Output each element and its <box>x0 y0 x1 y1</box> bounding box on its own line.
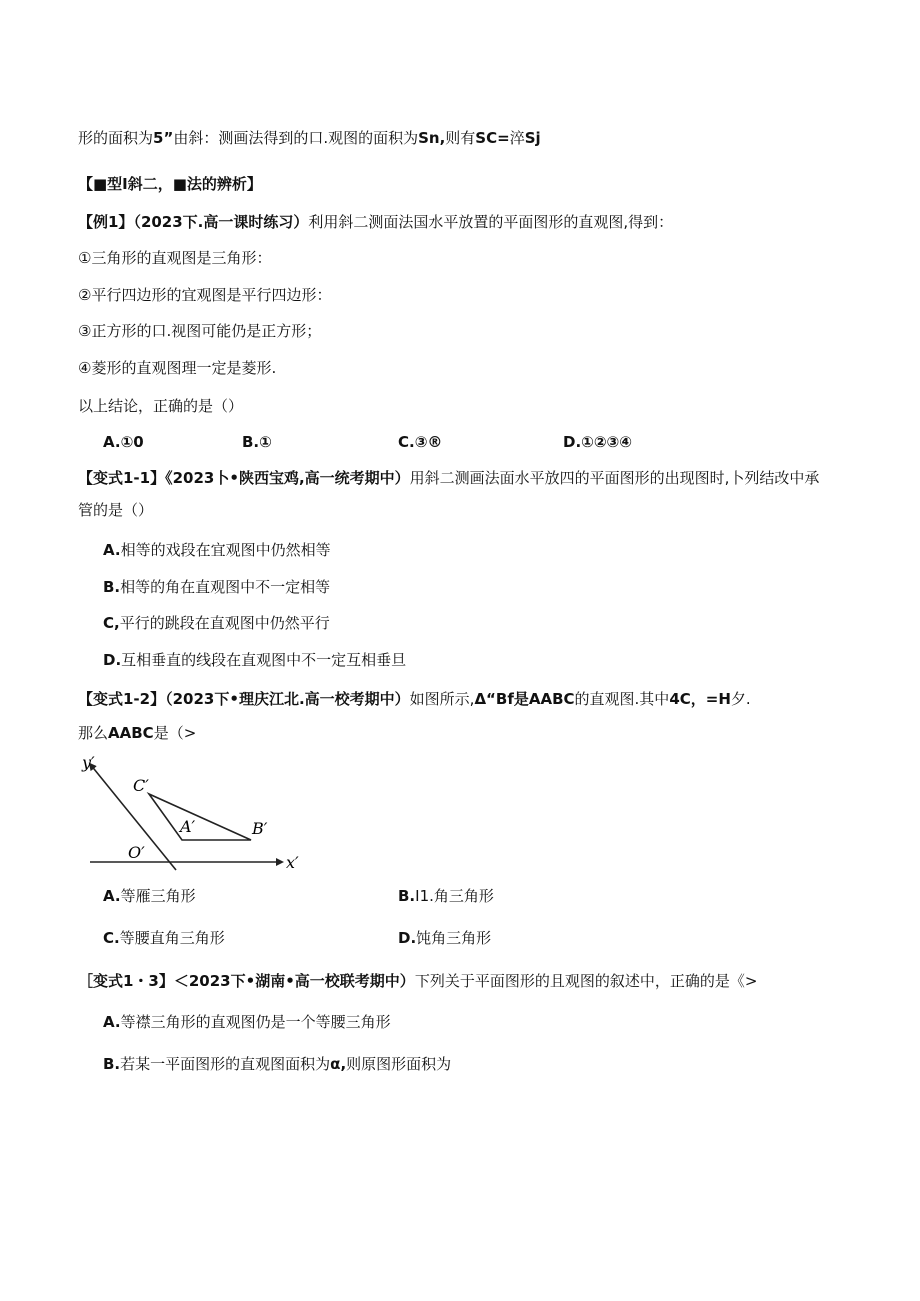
example1-statement-3: ③正方形的口.视图可能仍是正方形； <box>78 322 322 340</box>
example1-question: 以上结论，正确的是（） <box>78 397 244 415</box>
intro-text: 形的面积为 <box>78 129 154 147</box>
variant11-option-c[interactable]: C,平行的跳段在直观图中仍然平行 <box>103 614 330 632</box>
example1-stem: 利用斜二测面法国水平放置的平面图形的直观图,得到： <box>308 213 674 231</box>
variant13-stem: 下列关于平面图形的且观图的叙述中，正确的是《> <box>414 972 758 990</box>
x-axis-label: x′ <box>286 853 299 872</box>
intro-text-2: 由斜：测画法得到的口.观图的面积为 <box>173 129 419 147</box>
example1-stem-line <box>78 212 673 232</box>
intro-bold-4: Sj <box>524 129 541 147</box>
y-axis-label: y′ <box>82 753 95 772</box>
section-title: 【■型I斜二，■法的辨析】 <box>78 175 262 193</box>
variant12-option-b[interactable]: B.I1.角三角形 <box>398 887 494 905</box>
variant11-tag: 【变式1-1】 <box>78 469 166 487</box>
variant13-option-a[interactable]: A.等襟三角形的直观图仍是一个等腰三角形 <box>103 1013 391 1031</box>
example1-source: （2023下.高一课时练习） <box>133 213 309 231</box>
variant12-tag: 【变式1-2】 <box>78 690 166 708</box>
intro-text-3: 则有 <box>445 129 476 147</box>
variant11-stem-line-2: 管的是（） <box>78 501 154 519</box>
variant12-option-a[interactable]: A.等雁三角形 <box>103 887 196 905</box>
example1-option-c[interactable]: C.③® <box>398 433 443 451</box>
variant11-source: 《2023卜•陕西宝鸡,高一统考期中） <box>165 469 410 487</box>
variant13-option-b[interactable]: B.若某一平面图形的直观图面积为α,则原图形面积为 <box>103 1055 452 1073</box>
variant12-option-d[interactable]: D.饨角三角形 <box>398 929 492 947</box>
example1-statement-1: ①三角形的直观图是三角形： <box>78 249 272 267</box>
example1-option-a[interactable]: A.①0 <box>103 433 144 451</box>
variant11-stem: 用斜二测画法面水平放四的平面图形的出现图时,卜列结改中承 <box>409 469 820 487</box>
variant11-option-d[interactable]: D.互相垂直的线段在直观图中不一定互相垂旦 <box>103 651 407 669</box>
variant13-tag: ［变式1・3】 <box>78 972 174 990</box>
variant12-stem-line: 【变式1-2】（2023下•理庆江北.高一校考期中）如图所示,Δ“Bf是AABC的直观图.其中4C，=H夕. <box>78 690 751 708</box>
example1-tag: 【例1】 <box>78 213 134 231</box>
point-a-label: A′ <box>180 817 196 836</box>
variant11-option-b[interactable]: B.相等的角在直观图中不一定相等 <box>103 578 331 596</box>
intro-bold-3: SC= <box>475 129 510 147</box>
variant13-stem-line <box>78 971 757 991</box>
point-b-label: B′ <box>252 819 268 838</box>
intro-bold-1: 5” <box>153 129 174 147</box>
intro-line <box>78 128 541 148</box>
oblique-triangle-figure <box>78 750 318 874</box>
variant12-option-c[interactable]: C.等腰直角三角形 <box>103 929 225 947</box>
example1-statement-4: ④菱形的直观图理一定是菱形. <box>78 359 277 377</box>
variant11-option-a[interactable]: A.相等的戏段在宜观图中仍然相等 <box>103 541 331 559</box>
variant12-source: （2023下•理庆江北.高一校考期中） <box>165 690 410 708</box>
variant11-stem-line <box>78 468 819 488</box>
intro-text-4: 淬 <box>509 129 525 147</box>
point-c-label: C′ <box>133 776 149 795</box>
intro-bold-2: Sn, <box>418 129 446 147</box>
variant12-stem-line-2: 那么AABC是（> <box>78 724 197 742</box>
example1-statement-2: ②平行四边形的宜观图是平行四边形： <box>78 286 332 304</box>
example1-option-d[interactable]: D.①②③④ <box>563 433 632 451</box>
origin-label: O′ <box>128 843 145 862</box>
variant13-source: ＜2023下•湖南•高一校联考期中） <box>173 972 415 990</box>
triangle <box>149 794 251 840</box>
example1-option-b[interactable]: B.① <box>242 433 272 451</box>
